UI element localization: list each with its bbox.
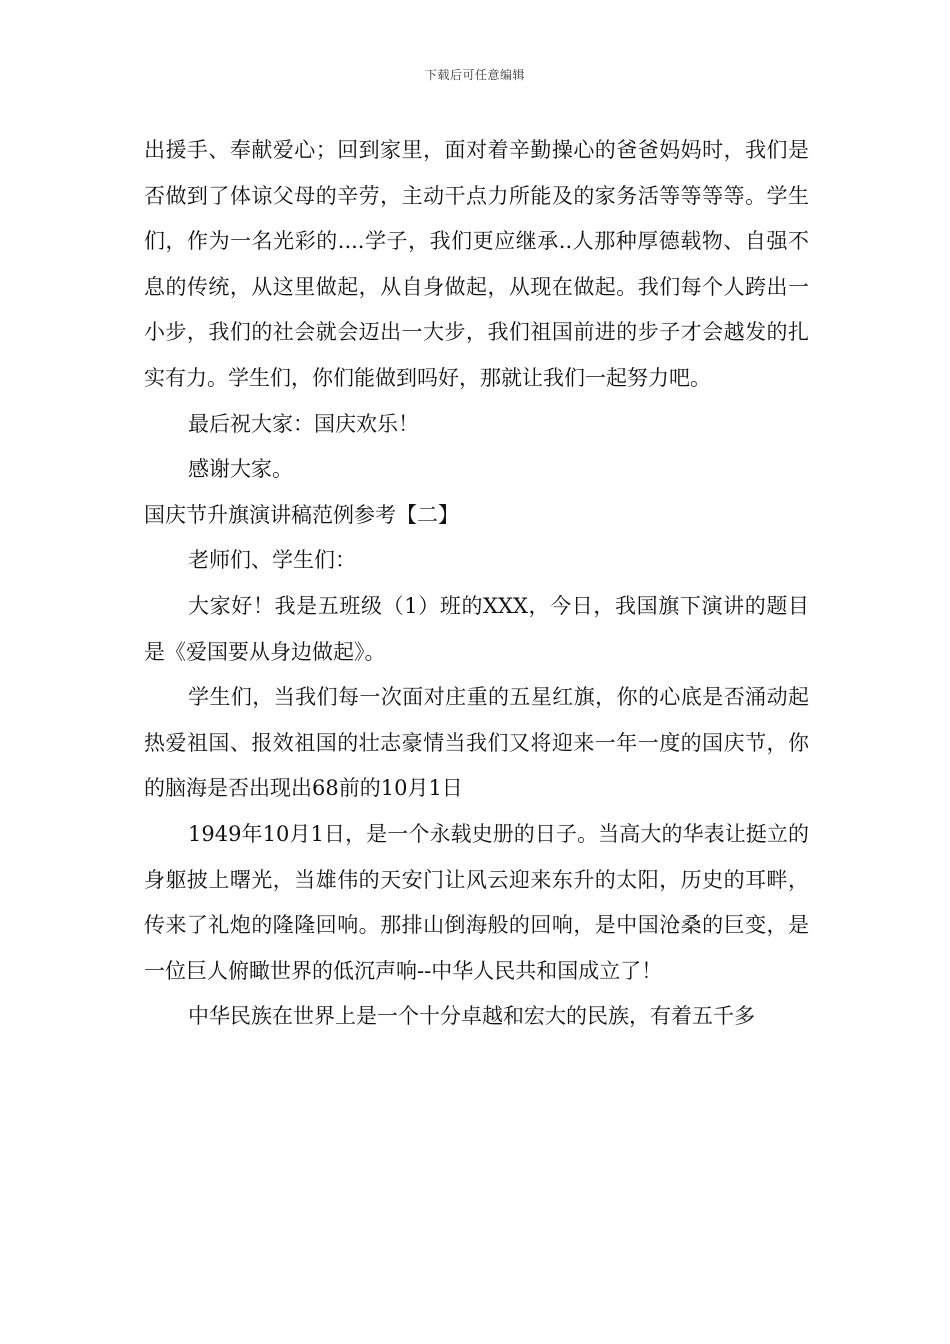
paragraph-salutation: 老师们、学生们： bbox=[188, 548, 356, 573]
paragraph-thanks: 感谢大家。 bbox=[188, 457, 293, 482]
section-heading: 国庆节升旗演讲稿范例参考【二】 bbox=[144, 502, 459, 527]
paragraph-nation: 中华民族在世界上是一个十分卓越和宏大的民族，有着五千多 bbox=[188, 1004, 755, 1029]
paragraph-flag: 学生们，当我们每一次面对庄重的五星红旗，你的心底是否涌动起热爱祖国、报效祖国的壮志豪情当我们又将迎来一年一度的国庆节，你的脑海是否出现出68前的10月1日 bbox=[144, 685, 809, 801]
paragraph-closing-appeal: 出援手、奉献爱心；回到家里，面对着辛勤操心的爸爸妈妈时，我们是否做到了体谅父母的辛劳，主动干点力所能及的家务活等等等等。学生们，作为一名光彩的....学子，我们更应继承..人那种厚德载物、自强不息的传统，从这里做起，从自身做起，从现在做起。我们每个人跨出一小步，我们的社会就会迈出一大步，我们祖国前进的步子才会越发的扎实有力。学生们，你们能做到吗好，那就让我们一起努力吧。 bbox=[144, 138, 809, 390]
paragraph-wishes: 最后祝大家：国庆欢乐！ bbox=[188, 411, 419, 436]
paragraph-intro: 大家好！我是五班级（1）班的XXX，今日，我国旗下演讲的题目是《爱国要从身边做起》。 bbox=[144, 593, 809, 664]
paragraph-1949: 1949年10月1日，是一个永载史册的日子。当高大的华表让挺立的身躯披上曙光，当雄伟的天安门让风云迎来东升的太阳，历史的耳畔，传来了礼炮的隆隆回响。那排山倒海般的回响，是中国沧桑的巨变，是一位巨人俯瞰世界的低沉声响--中华人民共和国成立了！ bbox=[144, 821, 809, 983]
page-header: 下载后可任意编辑 bbox=[424, 68, 525, 82]
document-body bbox=[144, 128, 809, 1040]
